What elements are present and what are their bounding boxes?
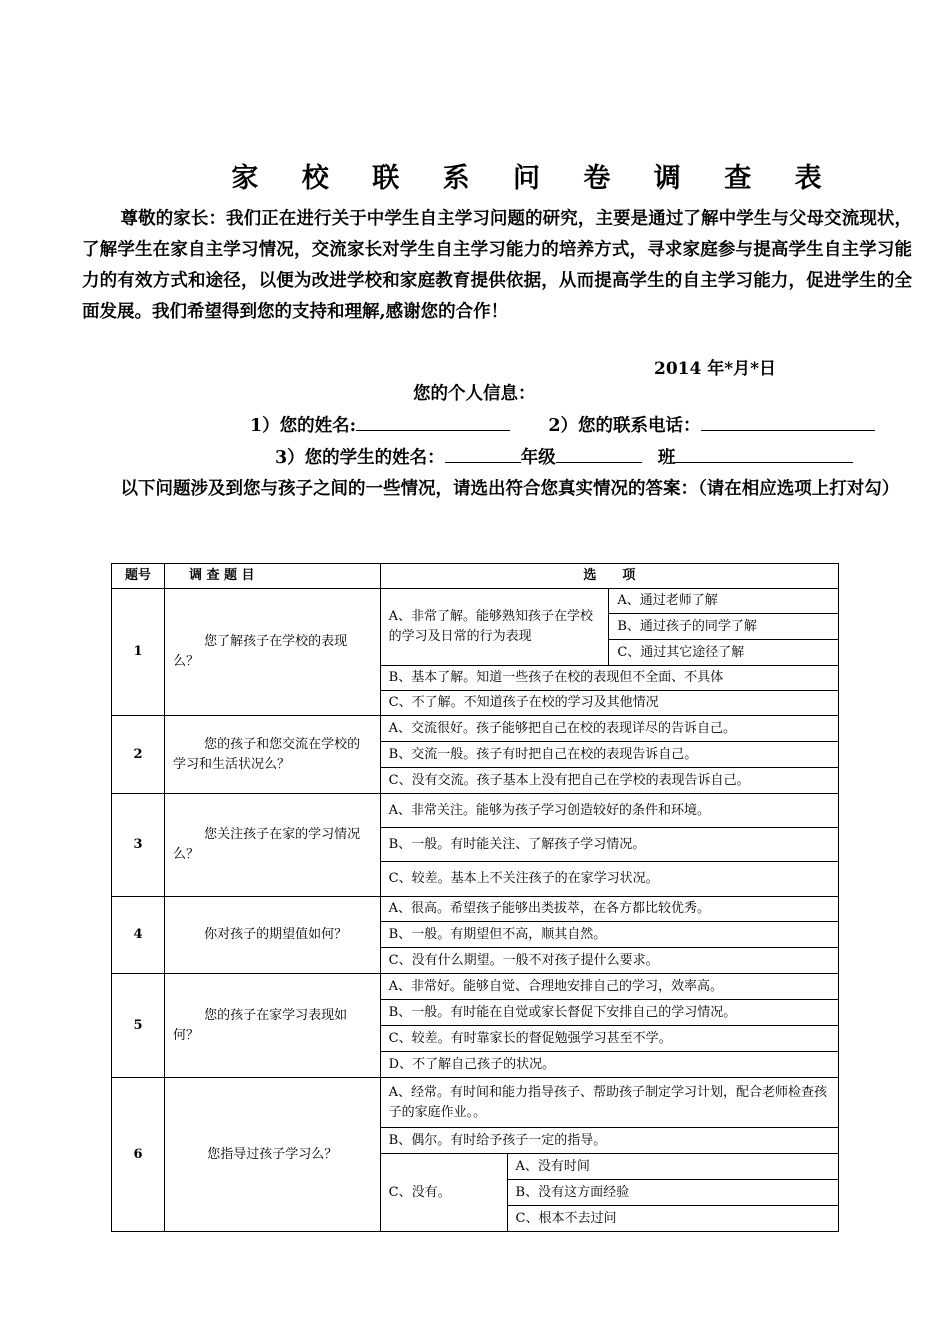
personal-row-1 bbox=[250, 412, 875, 437]
option-q3-a[interactable]: A、非常关注。能够为孩子学习创造较好的条件和环境。 bbox=[380, 794, 838, 828]
option-q6-c-sub-c[interactable]: C、根本不去过问 bbox=[507, 1206, 838, 1232]
option-q2-b[interactable]: B、交流一般。孩子有时把自己在校的表现告诉自己。 bbox=[380, 742, 838, 768]
option-q1-b[interactable]: B、基本了解。知道一些孩子在校的表现但不全面、不具体 bbox=[380, 666, 838, 691]
option-q4-c[interactable]: C、没有什么期望。一般不对孩子提什么要求。 bbox=[380, 948, 838, 974]
question-number: 4 bbox=[112, 897, 165, 974]
option-q6-a[interactable]: A、经常。有时间和能力指导孩子、帮助孩子制定学习计划，配合老师检查孩子的家庭作业。。 bbox=[380, 1078, 838, 1128]
option-q4-b[interactable]: B、一般。有期望但不高，顺其自然。 bbox=[380, 922, 838, 948]
option-q3-c[interactable]: C、较差。基本上不关注孩子的在家学习状况。 bbox=[380, 862, 838, 897]
personal-row-2 bbox=[275, 444, 853, 469]
option-q1-a-sub-a[interactable]: A、通过老师了解 bbox=[609, 589, 839, 614]
header-num: 题号 bbox=[112, 564, 165, 589]
name-label: 1）您的姓名: bbox=[250, 416, 357, 436]
option-q6-c-sub-a[interactable]: A、没有时间 bbox=[507, 1154, 838, 1180]
question-number: 1 bbox=[112, 589, 165, 716]
question-number: 2 bbox=[112, 716, 165, 794]
option-q6-c[interactable]: C、没有。 bbox=[380, 1154, 507, 1232]
name-blank[interactable] bbox=[356, 412, 510, 431]
question-text: 您的孩子在家学习表现如何？ bbox=[164, 974, 380, 1078]
table-row bbox=[112, 589, 839, 614]
question-text: 您指导过孩子学习么？ bbox=[164, 1078, 380, 1232]
personal-info-heading: 您的个人信息： bbox=[413, 384, 536, 404]
option-q5-b[interactable]: B、一般。有时能在自觉或家长督促下安排自己的学习情况。 bbox=[380, 1000, 838, 1026]
option-q5-a[interactable]: A、非常好。能够自觉、合理地安排自己的学习，效率高。 bbox=[380, 974, 838, 1000]
student-name-label: 3）您的学生的姓名： bbox=[275, 448, 445, 468]
option-q2-c[interactable]: C、没有交流。孩子基本上没有把自己在学校的表现告诉自己。 bbox=[380, 768, 838, 794]
table-row bbox=[112, 716, 839, 742]
option-q6-b[interactable]: B、偶尔。有时给予孩子一定的指导。 bbox=[380, 1128, 838, 1154]
survey-table bbox=[111, 563, 839, 1232]
question-text: 你对孩子的期望值如何？ bbox=[164, 897, 380, 974]
question-number: 6 bbox=[112, 1078, 165, 1232]
class-blank[interactable] bbox=[675, 444, 853, 463]
option-q4-a[interactable]: A、很高。希望孩子能够出类拔萃，在各方都比较优秀。 bbox=[380, 897, 838, 922]
instruction-paragraph: 以下问题涉及到您与孩子之间的一些情况，请选出符合您真实情况的答案：（请在相应选项上打对勾） bbox=[120, 479, 900, 499]
header-question: 调 查 题 目 bbox=[164, 564, 380, 589]
grade-label: 年级 bbox=[520, 448, 556, 468]
question-text: 您的孩子和您交流在学校的学习和生活状况么？ bbox=[164, 716, 380, 794]
table-row bbox=[112, 974, 839, 1000]
option-q5-c[interactable]: C、较差。有时靠家长的督促勉强学习甚至不学。 bbox=[380, 1026, 838, 1052]
option-q1-c[interactable]: C、不了解。不知道孩子在校的学习及其他情况 bbox=[380, 691, 838, 716]
header-options: 选 项 bbox=[380, 564, 838, 589]
page-title: 家 校 联 系 问 卷 调 查 表 bbox=[231, 163, 839, 194]
option-q5-d[interactable]: D、不了解自己孩子的状况。 bbox=[380, 1052, 838, 1078]
table-header-row bbox=[112, 564, 839, 589]
phone-label: 2）您的联系电话： bbox=[548, 416, 701, 436]
option-q6-c-sub-b[interactable]: B、没有这方面经验 bbox=[507, 1180, 838, 1206]
grade-blank[interactable] bbox=[556, 444, 642, 463]
question-number: 5 bbox=[112, 974, 165, 1078]
phone-blank[interactable] bbox=[701, 412, 875, 431]
table-row bbox=[112, 794, 839, 828]
question-number: 3 bbox=[112, 794, 165, 897]
question-text: 您关注孩子在家的学习情况么？ bbox=[164, 794, 380, 897]
class-label: 班 bbox=[657, 448, 676, 468]
option-q2-a[interactable]: A、交流很好。孩子能够把自己在校的表现详尽的告诉自己。 bbox=[380, 716, 838, 742]
table-row bbox=[112, 897, 839, 922]
option-q1-a-sub-b[interactable]: B、通过孩子的同学了解 bbox=[609, 614, 839, 640]
option-q1-a-sub-c[interactable]: C、通过其它途径了解 bbox=[609, 640, 839, 666]
table-row bbox=[112, 1078, 839, 1128]
date-line: 2014 年*月*日 bbox=[654, 359, 777, 379]
student-name-blank[interactable] bbox=[445, 444, 521, 463]
question-text: 您了解孩子在学校的表现么？ bbox=[164, 589, 380, 716]
option-q1-a[interactable]: A、非常了解。能够熟知孩子在学校的学习及日常的行为表现 bbox=[380, 589, 609, 666]
intro-paragraph: 尊敬的家长：我们正在进行关于中学生自主学习问题的研究，主要是通过了解中学生与父母交流现状，了解学生在家自主学习情况，交流家长对学生自主学习能力的培养方式，寻求家庭参与提高学生自主学习能力的有效方式和途径，以便为改进学校和家庭教育提供依据，从而提高学生的自主学习能力，促进学生的全面发展。我们希望得到您的支持和理解,感谢您的合作！ bbox=[82, 209, 912, 322]
option-q3-b[interactable]: B、一般。有时能关注、了解孩子学习情况。 bbox=[380, 828, 838, 862]
